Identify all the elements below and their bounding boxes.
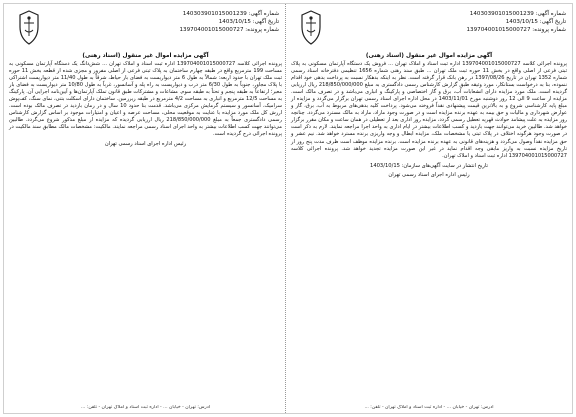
notice-header (4, 4, 287, 52)
notice-body: پرونده اجرائی کلاسه 139704001015000727 اداره ثبت اسناد و املاک تهران ... فروش یک دستگاه آپارتمان مسکونی به پلاک ثبتی فرعی از اصلی واقع در بخش 11 حوزه ثبت ملک تهران ... طبق سند رهنی شماره 1656 تنظیمی دفترخانه اسناد رسمی شماره 1352 تهران در تاریخ 1397/08/26 در رهن بانک قرار گرفته است. نظر به اینکه بدهکار نسبت به پرداخت بدهی خود اقدام ننموده، بنا به درخواست بستانکار، مورد وثیقه طبق گزارش کارشناس رسمی دادگستری به مبلغ 218/850/000/000 ریال ارزیابی گردیده است. ملک مورد مزایده دارای انشعابات آب، برق و گاز اختصاصی و پارکینگ و انباری می‌باشد و در تصرف مالک است. مزایده از ساعت 9 الی 12 روز دوشنبه مورخ 1403/11/01 در محل اداره اجرای اسناد رسمی تهران برگزار می‌گردد و مزایده از مبلغ پایه کارشناسی شروع و به بالاترین قیمت پیشنهادی نقداً فروخته می‌شود. پرداخت کلیه بدهی‌های مربوط به آب، برق، گاز و عوارض شهرداری و مالیات و حق بیمه به عهده برنده مزایده است و در صورت وجود مازاد، مازاد به مالک مسترد می‌گردد. چنانچه روز مزایده به علت پیشامد حوادث قهریه تعطیل رسمی گردد، مزایده روز اداری بعد از تعطیلی در همان ساعت و مکان مقرر برگزار خواهد شد. طالبین خرید می‌توانند جهت بازدید و کسب اطلاعات بیشتر در ایام اداری به واحد اجرا مراجعه نمایند. لازم به ذکر است در صورت وجود هرگونه اختلاف در پلاک ثبتی یا مشخصات ملک، مزایده ابطال و وجه واریزی برنده مسترد خواهد شد. نیم عشر و حق مزایده نقداً وصول می‌گردد و هزینه‌های قانونی به عهده برنده مزایده است. برنده مزایده موظف است ظرف مدت پنج روز از تاریخ مزایده نسبت به واریز مابقی وجه اقدام نماید در غیر این صورت مزایده تجدید خواهد شد. پرونده اجرائی کلاسه 139704001015000727 اداره ثبت اسناد و املاک تهران. (291, 61, 568, 159)
meta-line: شماره پرونده: 139704001015000727 (466, 27, 566, 33)
publish-date: تاریخ انتشار در سایت آگهی‌های سازمان: 1403/10/15 (370, 162, 488, 169)
meta-line: شماره آگهی: 140303901015001239 (469, 11, 566, 17)
meta-line: تاریخ آگهی: 1403/10/15 (218, 19, 279, 25)
footer-address: آدرس: تهران - خیابان ... - اداره ثبت اسناد و املاک تهران - تلفن: ... (80, 405, 211, 410)
meta-line: شماره پرونده: 139704001015000727 (179, 27, 279, 33)
notice-meta (179, 10, 279, 34)
newspaper-page (3, 3, 573, 414)
notice-title: آگهی مزایده اموال غیر منقول (اسناد رهنی) (82, 53, 209, 59)
notice-body: پرونده اجرائی کلاسه 139704001015000727 اداره ثبت اسناد و املاک تهران ... شش‌دانگ یک دستگاه آپارتمان مسکونی به مساحت 199 مترمربع واقع در طبقه چهارم ساختمان به پلاک ثبتی فرعی از اصلی مفروز و مجزی شده از قطعه بخش 11 حوزه ثبت ملک تهران با حدود اربعه: شمالاً به طول 6 متر دیواریست به فضای باز حیاط، شرقاً به طول 11/40 متر دیواریست اشتراکی با پلاک مجاور، جنوباً به طول 6/30 متر درب و دیواریست به راه پله و آسانسور، غرباً به طول 10/80 متر دیواریست به فضای باز معبر؛ ارتفاعاً به طبقه پنجم و تحتاً به طبقه سوم. مشاعات و مشترکات طبق قانون تملک آپارتمان‌ها و آیین‌نامه اجرایی آن. پارکینگ به مساحت 12/5 مترمربع و انباری به مساحت 4/2 مترمربع در طبقه زیرزمین. ساختمان دارای اسکلت بتنی، نمای سنگ، کف‌پوش سرامیک، آسانسور و سیستم گرمایش مرکزی می‌باشد. قدمت بنا حدود 10 سال و در زمان بازدید در تصرف مالک بوده است. ارزش کل ملک مورد مزایده با عنایت به موقعیت محلی، مساحت عرصه و اعیان و امتیازات موجود بر اساس گزارش کارشناس رسمی دادگستری جمعاً به مبلغ 218/850/000/000 ریال ارزیابی گردیده که مزایده از مبلغ مذکور شروع می‌گردد. طالبین می‌توانند جهت کسب اطلاعات بیشتر به واحد اجرای اسناد رسمی مراجعه نمایند. مالکیت: مشخصات مالک مطابق سند مالکیت در پرونده اجرائی درج گردیده است. (9, 61, 282, 138)
footer-address: آدرس: تهران - خیابان ... - اداره ثبت اسناد و املاک تهران - تلفن: ... (364, 405, 494, 410)
notice-title: آگهی مزایده اموال غیر منقول (اسناد رهنی) (365, 53, 493, 59)
registry-emblem-icon (296, 8, 326, 48)
registry-emblem-icon (14, 8, 44, 48)
signature-line: رئیس اداره اجرای اسناد رسمی تهران (104, 140, 187, 147)
meta-line: شماره آگهی: 140303901015001239 (182, 11, 279, 17)
notice-meta (466, 10, 566, 34)
notice-left (4, 4, 287, 413)
notice-right (285, 4, 572, 413)
notice-header (286, 4, 572, 52)
meta-line: تاریخ آگهی: 1403/10/15 (505, 19, 566, 25)
signature-line: رئیس اداره اجرای اسناد رسمی تهران (388, 171, 470, 178)
